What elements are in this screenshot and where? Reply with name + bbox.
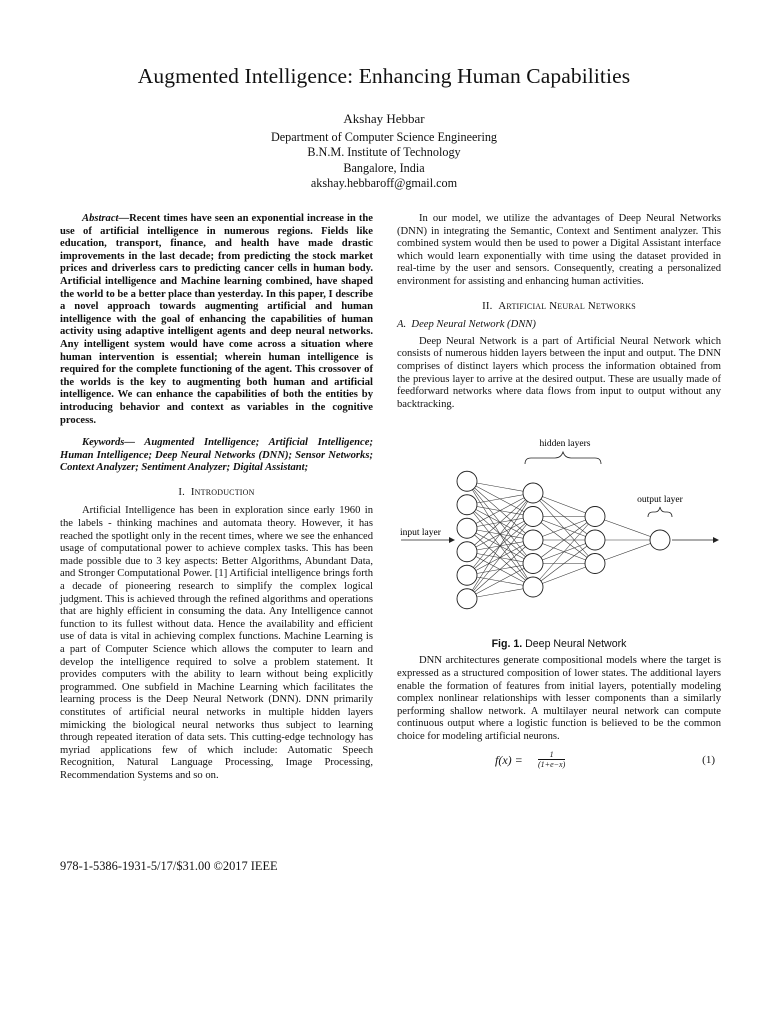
network-node-layer-1: [457, 519, 477, 539]
figure-caption: [397, 638, 721, 651]
equation-1: [397, 750, 721, 772]
input-arrow-head: [449, 537, 455, 543]
output-layer-brace: [648, 507, 672, 517]
left-column: [60, 213, 373, 783]
output-layer-label: output layer: [637, 495, 683, 506]
subsection-title: Deep Neural Network (DNN): [411, 319, 536, 331]
paper-title: Augmented Intelligence: Enhancing Human Capabilities: [137, 64, 631, 88]
equation-denominator: (1+e−x): [538, 760, 566, 770]
neural-network-diagram: [397, 429, 721, 627]
keywords: Keywords— Augmented Intelligence; Artificial Intelligence; Human Intelligence; Deep Neural Networks (DNN); Sensor Networks; Context Analyzer; Sentiment Analyzer; Digital Assistant;: [60, 437, 373, 474]
network-node-layer-1: [457, 495, 477, 515]
right-column: [397, 213, 721, 772]
network-edge: [533, 517, 595, 588]
network-node-layer-2: [523, 577, 543, 597]
affiliation-location: Bangalore, India: [343, 160, 425, 175]
figure-dnn: [397, 429, 721, 650]
hidden-layers-brace: [525, 452, 601, 464]
network-edge: [467, 493, 533, 528]
section-heading-introduction: [60, 486, 373, 499]
network-node-layer-2: [523, 554, 543, 574]
equation-number: (1): [702, 754, 715, 767]
equation-numerator: 1: [538, 750, 565, 760]
subsection-label: A.: [397, 319, 407, 331]
network-node-layer-1: [457, 566, 477, 586]
network-edge: [467, 493, 533, 599]
affiliation-institute: B.N.M. Institute of Technology: [307, 145, 461, 160]
abstract-dash: —: [118, 213, 130, 224]
copyright-footer: 978-1-5386-1931-5/17/$31.00 ©2017 IEEE: [60, 859, 278, 873]
network-node-layer-1: [457, 589, 477, 609]
section-title: Artificial Neural Networks: [498, 299, 636, 312]
model-paragraph: In our model, we utilize the advantages of Deep Neural Networks (DNN) in integrating the Semantic, Context and Sentiment analyzer. This combined system would then be used to power a Digital Assistant interface which would learn exponentially with time using the dataset provided in real-time by the user and sensors. Consequently, creating a personalized environment for assisting and enhancing human activities.: [397, 213, 721, 287]
dnn-architecture-paragraph: DNN architectures generate compositional models where the target is expressed as a structured composition of lower states. The additional layers enable the formation of features from initial layers, potentially modeling complex nonlinear relationships with lesser components than a similarly performing shallow network. A multilayer neural network can compute continuous output where a logistic function is believed to be the common choice for modeling artificial neurons.: [397, 655, 721, 742]
figure-caption-text: Deep Neural Network: [525, 637, 627, 650]
abstract-text: Recent times have seen an exponential increase in the use of artificial intelligence in numerous regions. Fields like education, transport, finance, and health have made drastic improvements in the last decade; from predicting the stock market prices and driverless cars to predicting cancer cells in human body. Artificial intelligence and Machine learning combined, have shaped the world to be a better place than yesterday. In this paper, I describe a novel approach towards augmenting artificial and human intelligence with the goal of enhancing the capabilities of human activity using adaptive intelligent agents and deep neural networks. Any intelligent system would have come across a situation where human intervention is essential; wherein human intelligence is required for the complete functioning of the agent. This crossover of the worlds is the key to augmenting both human and artificial intelligence. We can enhance the capabilities of both the entities by introducing behavior and context as variables in the cognitive process.: [60, 213, 373, 426]
network-node-layer-2: [523, 507, 543, 527]
dnn-paragraph: Deep Neural Network is a part of Artificial Neural Network which consists of numerous hidden layers between the input and output. The DNN comprises of distinct layers which process the information obtained from the previous layer to arrive at the desired output. These are usually made of feedforward networks where data flows from input to output without any backtracking.: [397, 335, 721, 410]
equation-lhs: f(x) =: [495, 753, 523, 768]
figure-caption-label: Fig. 1.: [491, 637, 523, 650]
input-layer-label: input layer: [400, 528, 441, 539]
author-name: Akshay Hebbar: [343, 111, 425, 126]
subsection-heading-dnn: [397, 319, 721, 332]
author-block: [0, 111, 768, 192]
network-node-layer-3: [585, 530, 605, 550]
network-node-layer-3: [585, 507, 605, 527]
section-title: Introduction: [190, 485, 255, 498]
output-arrow-head: [713, 537, 719, 543]
equation-fraction: [538, 750, 565, 769]
hidden-layers-label: hidden layers: [539, 439, 591, 450]
section-number: I.: [178, 485, 186, 498]
abstract: [60, 213, 373, 427]
affiliation-department: Department of Computer Science Engineering: [270, 129, 498, 144]
network-node-layer-2: [523, 530, 543, 550]
author-email: akshay.hebbaroff@gmail.com: [310, 176, 458, 191]
network-node-layer-1: [457, 542, 477, 562]
abstract-label: Abstract: [82, 213, 119, 224]
network-node-layer-1: [457, 472, 477, 492]
network-node-layer-4: [650, 530, 670, 550]
section-number: II.: [482, 299, 493, 312]
section-heading-ann: [397, 300, 721, 313]
network-node-layer-3: [585, 554, 605, 574]
network-edge: [467, 564, 533, 599]
introduction-paragraph: Artificial Intelligence has been in exploration since early 1960 in the labels - thinking machines and automata theory. However, it has reached the spotlight only in the recent times, where we see the enhanced usage of computational power to achieve complex tasks. This has been made possible due to 3 key aspects: Better Algorithms, Abundant Data, and Stronger Computational Power. [1] Artificial intelligence brings forth a decade of pioneering research to simplify the complex logical judgment. This is achieved through the refined algorithms and operations that are highly efficient in consuming the data. Any Intelligence cannot function to its fullest without data. Hence the availability and efficient use of data is vital in achieving complex functions. Machine Learning is a part of Computer Science which allows the computer to learn and develop the intelligence required to solve a problem statement. It provides computers with the ability to learn without being explicitly programmed. One subfield in Machine Learning which facilitates the learning process is the Deep Neural Network (DNN). DNN primarily constitutes of artificial neural networks in multiple hidden layers mimicking the biological neural networks thus subject to learning through repeated iteration of data sets. This cutting-edge technology has myriad applications few of which include: Automatic Speech Recognition, Natural Language Processing, Image Processing, Recommendation Systems and so on.: [60, 505, 373, 781]
network-node-layer-2: [523, 483, 543, 503]
